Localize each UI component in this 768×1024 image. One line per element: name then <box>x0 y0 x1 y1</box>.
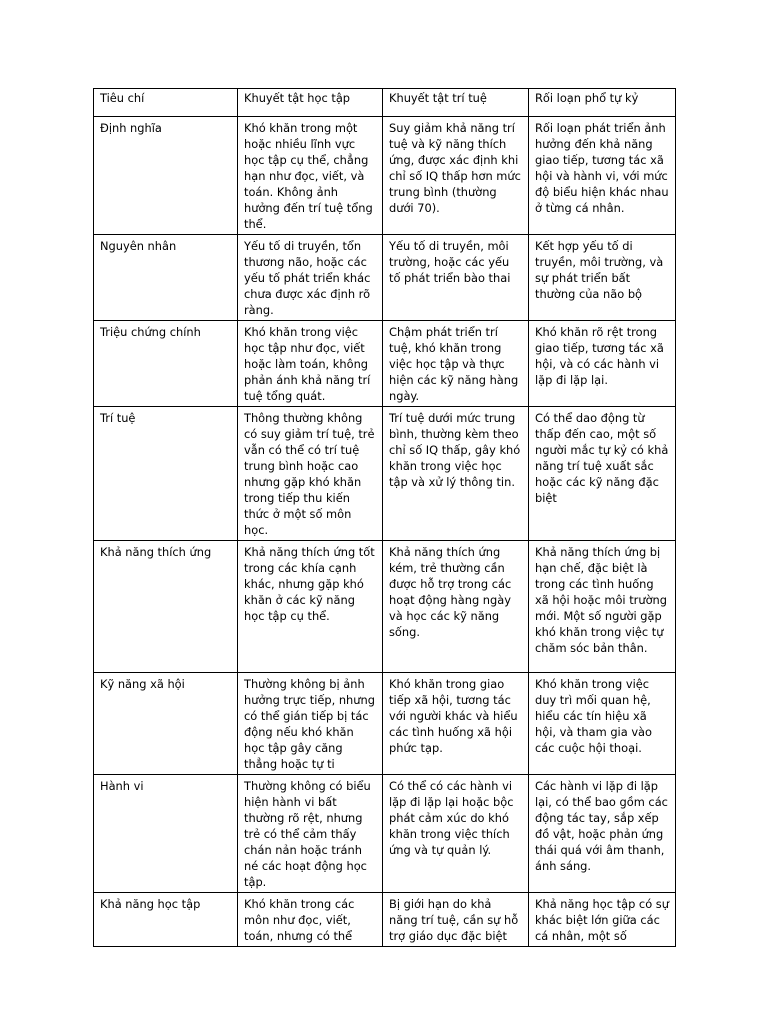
table-cell: Có thể dao động từ thấp đến cao, một số người mắc tự kỷ có khả năng trí tuệ xuất sắc hoặc các kỹ năng đặc biệt <box>529 407 676 541</box>
comparison-table <box>93 88 676 947</box>
table-cell: Chậm phát triển trí tuệ, khó khăn trong việc học tập và thực hiện các kỹ năng hàng ngày. <box>383 321 529 407</box>
table-cell: Yếu tố di truyền, tổn thương não, hoặc các yếu tố phát triển khác chưa được xác định rõ ràng. <box>238 235 383 321</box>
row-criterion-cell: Định nghĩa <box>94 117 238 235</box>
table-cell: Khó khăn trong các môn như đọc, viết, toán, nhưng có thể <box>238 893 383 947</box>
table-row <box>94 893 676 947</box>
header-cell-intellectual-disability: Khuyết tật trí tuệ <box>383 89 529 117</box>
table-cell: Bị giới hạn do khả năng trí tuệ, cần sự hỗ trợ giáo dục đặc biệt <box>383 893 529 947</box>
table-cell: Khó khăn trong một hoặc nhiều lĩnh vực học tập cụ thể, chẳng hạn như đọc, viết, và toán. Không ảnh hưởng đến trí tuệ tổng thể. <box>238 117 383 235</box>
row-criterion-cell: Trí tuệ <box>94 407 238 541</box>
table-cell: Rối loạn phát triển ảnh hưởng đến khả năng giao tiếp, tương tác xã hội và hành vi, với mức độ biểu hiện khác nhau ở từng cá nhân. <box>529 117 676 235</box>
table-cell: Khả năng thích ứng tốt trong các khía cạnh khác, nhưng gặp khó khăn ở các kỹ năng học tập cụ thể. <box>238 541 383 673</box>
table-cell: Các hành vi lặp đi lặp lại, có thể bao gồm các động tác tay, sắp xếp đồ vật, hoặc phản ứng thái quá với âm thanh, ánh sáng. <box>529 775 676 893</box>
table-cell: Khó khăn rõ rệt trong giao tiếp, tương tác xã hội, và có các hành vi lặp đi lặp lại. <box>529 321 676 407</box>
table-row <box>94 407 676 541</box>
row-criterion-cell: Triệu chứng chính <box>94 321 238 407</box>
header-cell-criteria: Tiêu chí <box>94 89 238 117</box>
table-row <box>94 117 676 235</box>
row-criterion-cell: Khả năng học tập <box>94 893 238 947</box>
table-cell: Trí tuệ dưới mức trung bình, thường kèm theo chỉ số IQ thấp, gây khó khăn trong việc học tập và xử lý thông tin. <box>383 407 529 541</box>
table-cell: Thường không có biểu hiện hành vi bất thường rõ rệt, nhưng trẻ có thể cảm thấy chán nản hoặc tránh né các hoạt động học tập. <box>238 775 383 893</box>
table-row <box>94 541 676 673</box>
table-cell: Thường không bị ảnh hưởng trực tiếp, nhưng có thể gián tiếp bị tác động nếu khó khăn học tập gây căng thẳng hoặc tự ti <box>238 673 383 775</box>
table-row <box>94 673 676 775</box>
row-criterion-cell: Nguyên nhân <box>94 235 238 321</box>
table-row <box>94 235 676 321</box>
table-row <box>94 775 676 893</box>
row-criterion-cell: Kỹ năng xã hội <box>94 673 238 775</box>
table-cell: Khả năng thích ứng bị hạn chế, đặc biệt là trong các tình huống xã hội hoặc môi trường mới. Một số người gặp khó khăn trong việc tự chăm sóc bản thân. <box>529 541 676 673</box>
table-cell: Khả năng thích ứng kém, trẻ thường cần được hỗ trợ trong các hoạt động hàng ngày và học các kỹ năng sống. <box>383 541 529 673</box>
header-cell-autism-spectrum: Rối loạn phổ tự kỷ <box>529 89 676 117</box>
table-cell: Yếu tố di truyền, môi trường, hoặc các yếu tố phát triển bào thai <box>383 235 529 321</box>
table-cell: Khó khăn trong việc học tập như đọc, viết hoặc làm toán, không phản ánh khả năng trí tuệ tổng quát. <box>238 321 383 407</box>
table-cell: Có thể có các hành vi lặp đi lặp lại hoặc bộc phát cảm xúc do khó khăn trong việc thích ứng và tự quản lý. <box>383 775 529 893</box>
table-cell: Thông thường không có suy giảm trí tuệ, trẻ vẫn có thể có trí tuệ trung bình hoặc cao nhưng gặp khó khăn trong tiếp thu kiến thức ở một số môn học. <box>238 407 383 541</box>
table-cell: Khả năng học tập có sự khác biệt lớn giữa các cá nhân, một số <box>529 893 676 947</box>
table-cell: Suy giảm khả năng trí tuệ và kỹ năng thích ứng, được xác định khi chỉ số IQ thấp hơn mức trung bình (thường dưới 70). <box>383 117 529 235</box>
table-cell: Khó khăn trong việc duy trì mối quan hệ, hiểu các tín hiệu xã hội, và tham gia vào các cuộc hội thoại. <box>529 673 676 775</box>
table-header-row <box>94 89 676 117</box>
row-criterion-cell: Hành vi <box>94 775 238 893</box>
header-cell-learning-disability: Khuyết tật học tập <box>238 89 383 117</box>
table-cell: Kết hợp yếu tố di truyền, môi trường, và sự phát triển bất thường của não bộ <box>529 235 676 321</box>
table-row <box>94 321 676 407</box>
table-cell: Khó khăn trong giao tiếp xã hội, tương tác với người khác và hiểu các tình huống xã hội phức tạp. <box>383 673 529 775</box>
row-criterion-cell: Khả năng thích ứng <box>94 541 238 673</box>
